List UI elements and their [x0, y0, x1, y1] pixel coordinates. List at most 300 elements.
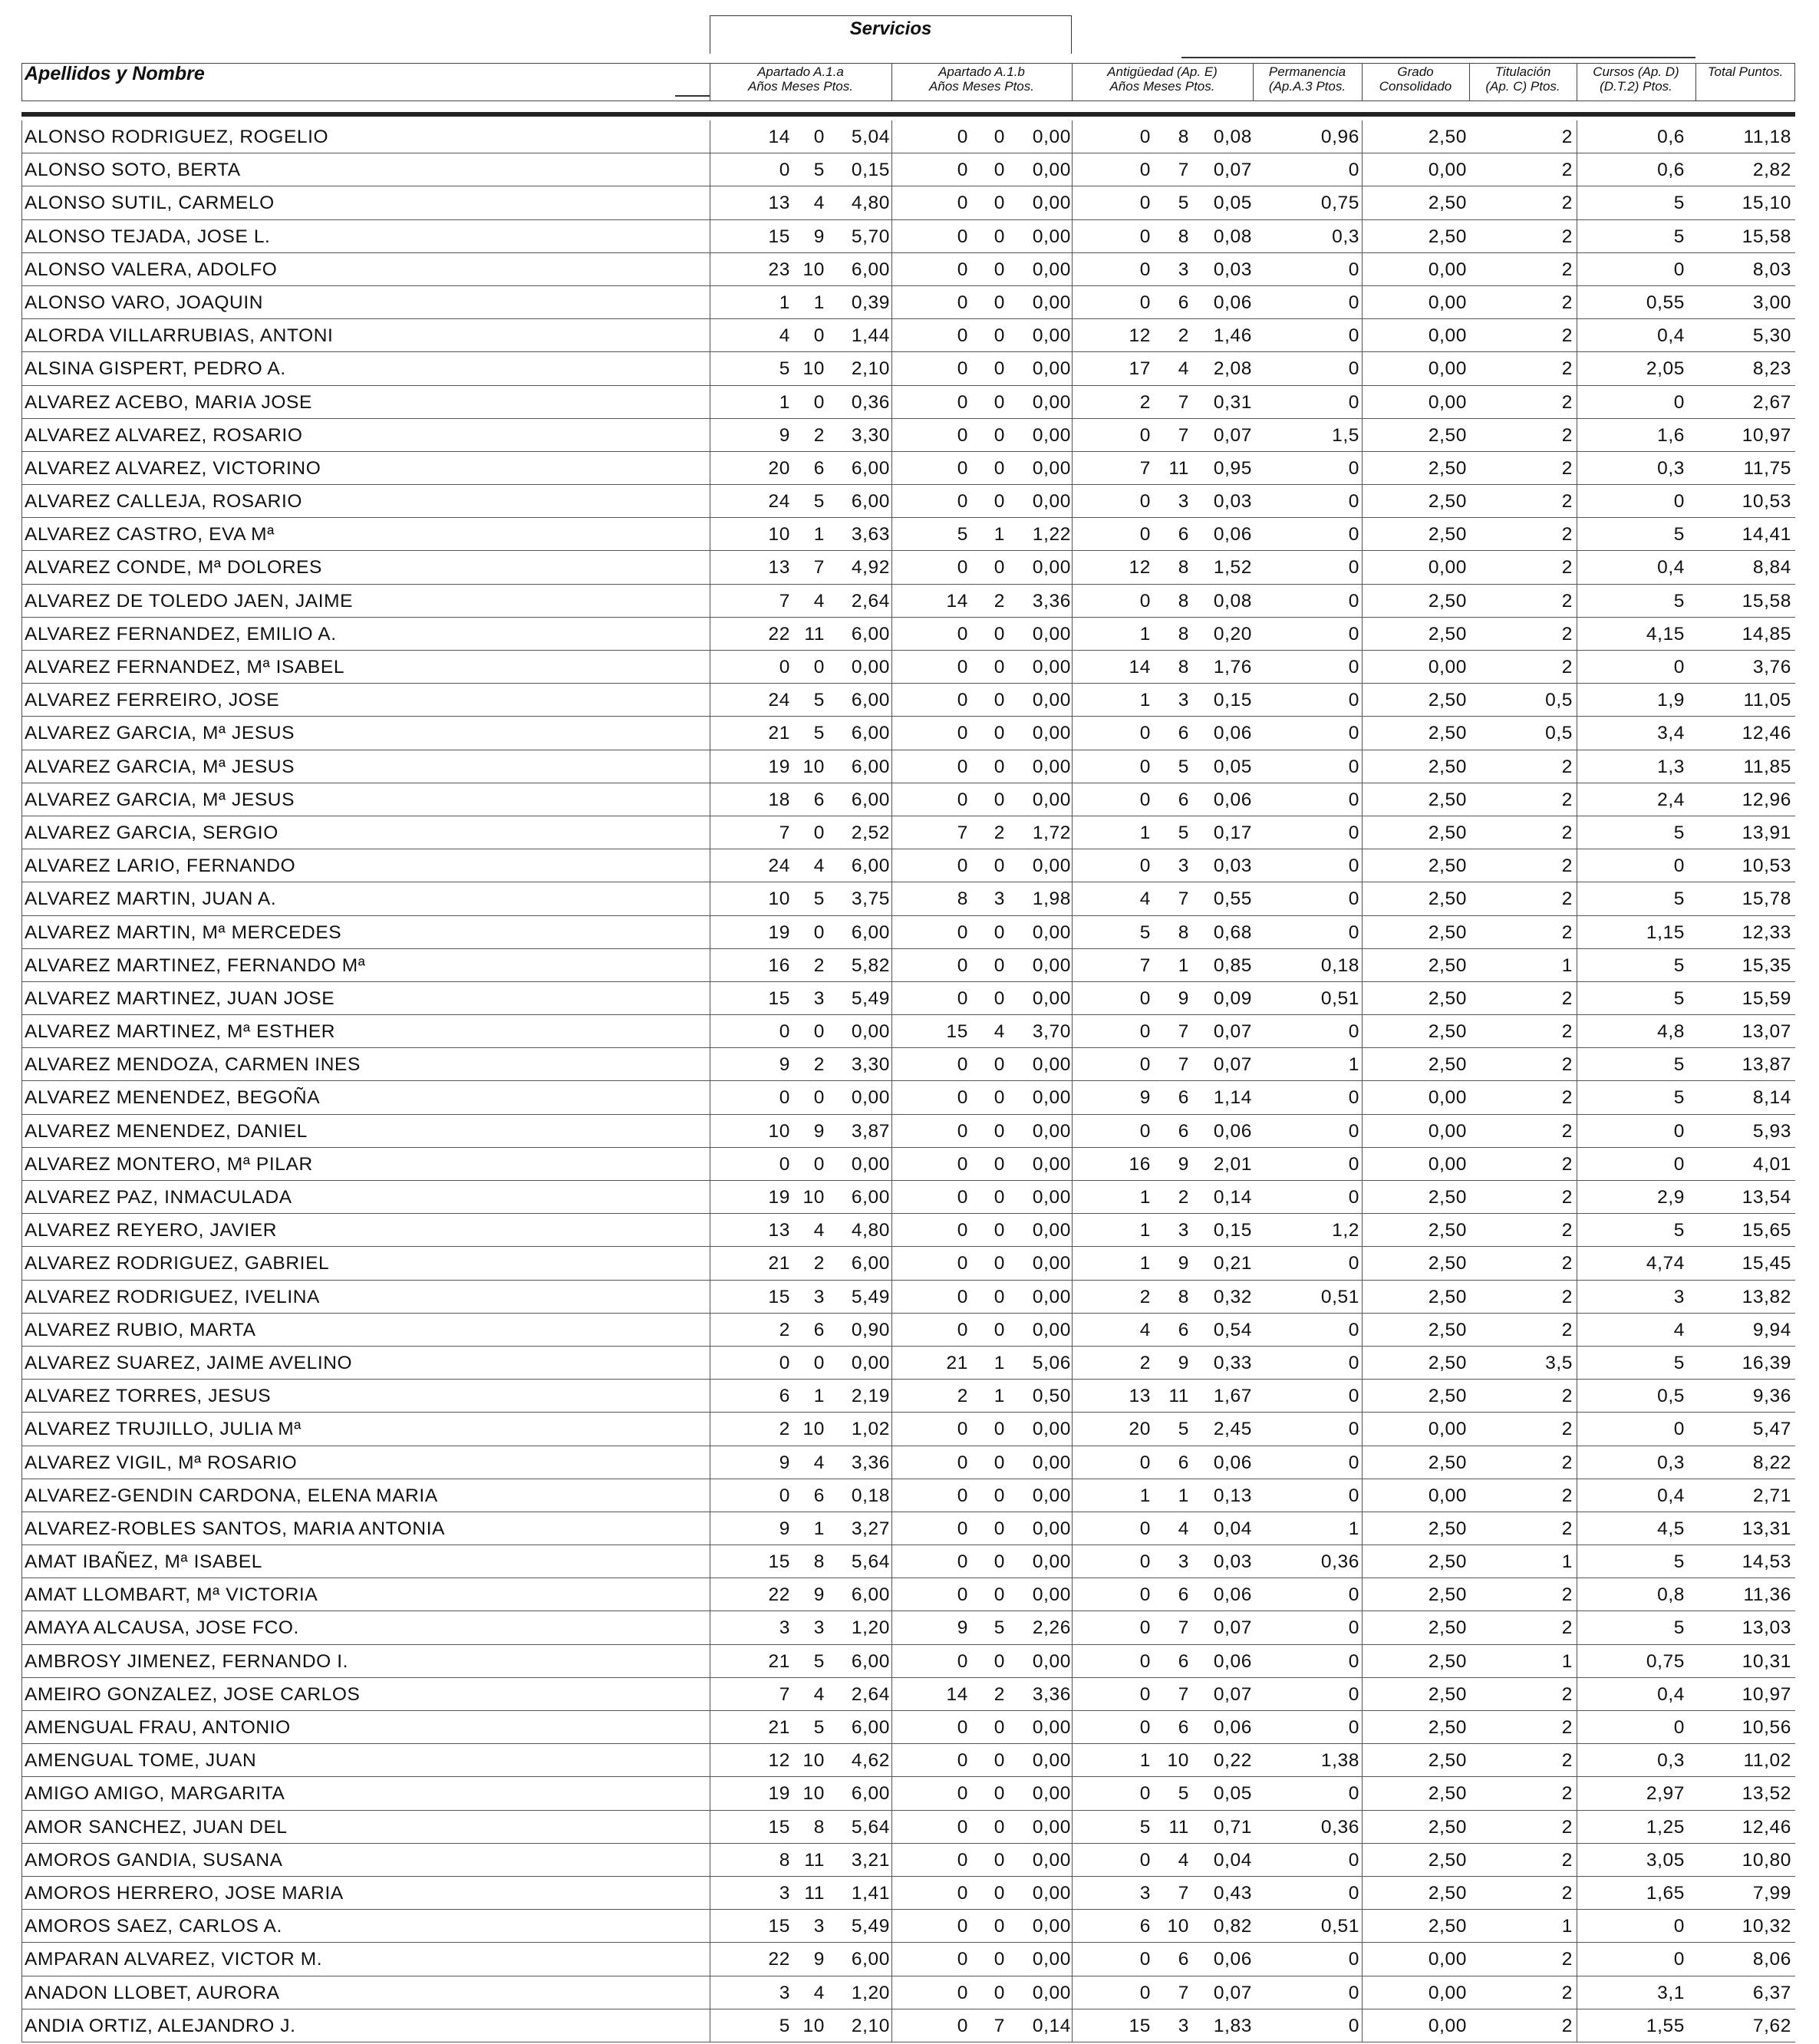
cell-total: 5,30 [1752, 325, 1791, 347]
cell-a1b-anios: 0 [957, 1187, 968, 1208]
cell-a1b-ptos: 0,00 [1032, 690, 1071, 711]
cell-titulacion: 2 [1561, 1319, 1573, 1340]
cell-a1b-anios: 0 [957, 756, 968, 777]
cell-a1a-meses: 4 [813, 1220, 825, 1241]
cell-a1b-meses: 0 [994, 856, 1005, 877]
cell-titulacion: 2 [1561, 657, 1573, 677]
cell-permanencia: 1,38 [1320, 1750, 1359, 1772]
cell-a1a-anios: 15 [768, 226, 790, 247]
table-row [21, 1844, 1795, 1877]
cell-a1b-anios: 7 [957, 822, 968, 843]
cell-antig-ptos: 0,54 [1213, 1319, 1252, 1340]
cell-cursos: 5 [1673, 954, 1685, 976]
cell-name: ALVAREZ MENENDEZ, BEGOÑA [25, 1087, 321, 1109]
cell-antig-ptos: 0,07 [1213, 1617, 1252, 1639]
cell-titulacion: 2 [1561, 1816, 1573, 1838]
cell-antig-anios: 0 [1139, 1120, 1151, 1142]
cell-a1a-anios: 13 [768, 193, 790, 214]
cell-name: ALVAREZ MONTERO, Mª PILAR [25, 1153, 313, 1175]
cell-a1a-ptos: 3,63 [851, 524, 890, 546]
cell-antig-ptos: 0,03 [1213, 259, 1252, 280]
cell-name: ALVAREZ MARTIN, Mª MERCEDES [25, 921, 342, 943]
cell-grado: 2,50 [1428, 491, 1467, 513]
cell-a1a-ptos: 5,49 [851, 987, 890, 1009]
header-top-rule [1181, 57, 1695, 58]
cell-a1b-anios: 0 [957, 1882, 968, 1904]
cell-antig-meses: 6 [1178, 1452, 1189, 1473]
cell-a1b-anios: 0 [957, 1750, 968, 1772]
cell-a1b-ptos: 0,00 [1032, 424, 1071, 446]
cell-grado: 2,50 [1428, 1518, 1467, 1539]
cell-permanencia: 0 [1348, 1386, 1359, 1407]
header-grado [1362, 64, 1469, 94]
cell-antig-ptos: 0,06 [1213, 1452, 1252, 1473]
cell-antig-meses: 11 [1168, 1386, 1189, 1407]
cell-a1b-ptos: 0,00 [1032, 491, 1071, 513]
cell-a1b-meses: 2 [994, 1683, 1005, 1705]
cell-name: AMENGUAL FRAU, ANTONIO [25, 1717, 291, 1738]
cell-grado: 2,50 [1428, 1882, 1467, 1904]
cell-total: 8,06 [1752, 1949, 1791, 1970]
cell-a1b-ptos: 0,00 [1032, 1153, 1071, 1175]
cell-grado: 2,50 [1428, 888, 1467, 910]
cell-cursos: 4,15 [1646, 623, 1685, 645]
cell-a1a-meses: 4 [813, 856, 825, 877]
cell-antig-ptos: 0,05 [1213, 1783, 1252, 1805]
cell-a1a-ptos: 2,64 [851, 590, 890, 612]
cell-cursos: 5 [1673, 226, 1685, 247]
cell-a1b-meses: 0 [994, 1485, 1005, 1506]
cell-grado: 2,50 [1428, 1021, 1467, 1043]
cell-antig-anios: 1 [1139, 623, 1151, 645]
cell-titulacion: 2 [1561, 226, 1573, 247]
cell-antig-ptos: 0,06 [1213, 1717, 1252, 1738]
cell-a1a-ptos: 3,27 [851, 1518, 890, 1539]
column-separator [1072, 120, 1073, 2042]
cell-a1b-ptos: 0,00 [1032, 756, 1071, 777]
cell-grado: 2,50 [1428, 1916, 1467, 1937]
cell-total: 13,07 [1742, 1021, 1791, 1043]
header-thick-rule [21, 112, 1795, 117]
cell-a1b-meses: 0 [994, 1750, 1005, 1772]
table-row [21, 1943, 1795, 1976]
cell-antig-anios: 5 [1139, 921, 1151, 943]
cell-titulacion: 2 [1561, 457, 1573, 479]
cell-a1a-ptos: 6,00 [851, 690, 890, 711]
cell-a1b-meses: 0 [994, 1286, 1005, 1307]
cell-titulacion: 2 [1561, 1518, 1573, 1539]
cell-name: ALVAREZ REYERO, JAVIER [25, 1220, 278, 1241]
table-row [21, 1214, 1795, 1247]
cell-titulacion: 2 [1561, 524, 1573, 546]
cell-name: ALVAREZ SUAREZ, JAIME AVELINO [25, 1352, 353, 1373]
cell-name: ALVAREZ CALLEJA, ROSARIO [25, 491, 303, 513]
cell-grado: 0,00 [1428, 1485, 1467, 1506]
cell-cursos: 5 [1673, 1551, 1685, 1573]
cell-name: ALVAREZ GARCIA, Mª JESUS [25, 789, 295, 810]
cell-a1a-anios: 8 [779, 1849, 790, 1871]
table-row [21, 816, 1795, 849]
cell-antig-anios: 0 [1139, 160, 1151, 181]
cell-antig-anios: 0 [1139, 590, 1151, 612]
cell-a1a-meses: 9 [813, 1120, 825, 1142]
cell-antig-meses: 8 [1178, 557, 1189, 579]
cell-a1a-meses: 5 [813, 160, 825, 181]
cell-name: ALONSO SUTIL, CARMELO [25, 193, 275, 214]
cell-antig-ptos: 1,76 [1213, 657, 1252, 677]
cell-a1b-anios: 0 [957, 358, 968, 380]
cell-antig-anios: 2 [1139, 1352, 1151, 1373]
cell-antig-meses: 5 [1178, 1419, 1189, 1440]
cell-a1b-anios: 0 [957, 226, 968, 247]
cell-titulacion: 2 [1561, 1054, 1573, 1076]
cell-grado: 2,50 [1428, 524, 1467, 546]
table-row [21, 1081, 1795, 1114]
cell-titulacion: 2 [1561, 127, 1573, 147]
cell-titulacion: 2 [1561, 1849, 1573, 1871]
cell-a1a-ptos: 6,00 [851, 1783, 890, 1805]
cell-a1a-ptos: 4,92 [851, 557, 890, 579]
cell-a1a-ptos: 0,00 [851, 1153, 890, 1175]
cell-a1a-anios: 5 [779, 2015, 790, 2036]
table-row [21, 783, 1795, 816]
cell-a1a-meses: 2 [813, 1054, 825, 1076]
table-row [21, 1148, 1795, 1181]
cell-antig-anios: 0 [1139, 1783, 1151, 1805]
cell-a1a-ptos: 0,39 [851, 292, 890, 313]
cell-permanencia: 0 [1348, 1153, 1359, 1175]
cell-a1a-ptos: 3,21 [851, 1849, 890, 1871]
cell-a1b-ptos: 0,00 [1032, 1452, 1071, 1473]
table-row [21, 1247, 1795, 1280]
cell-a1a-ptos: 5,64 [851, 1816, 890, 1838]
cell-cursos: 2,05 [1646, 358, 1685, 380]
cell-a1a-anios: 7 [779, 1683, 790, 1705]
cell-a1b-ptos: 0,00 [1032, 292, 1071, 313]
cell-a1a-anios: 9 [779, 1054, 790, 1076]
cell-total: 8,84 [1752, 557, 1791, 579]
cell-cursos: 0,6 [1657, 127, 1685, 147]
cell-antig-meses: 8 [1178, 127, 1189, 147]
cell-titulacion: 2 [1561, 1220, 1573, 1241]
cell-antig-ptos: 0,82 [1213, 1916, 1252, 1937]
cell-grado: 2,50 [1428, 1584, 1467, 1606]
cell-name: ALVAREZ TORRES, JESUS [25, 1386, 272, 1407]
cell-cursos: 0 [1673, 491, 1685, 513]
cell-antig-anios: 12 [1129, 325, 1151, 347]
cell-antig-ptos: 0,03 [1213, 1551, 1252, 1573]
cell-a1b-meses: 0 [994, 987, 1005, 1009]
table-row [21, 1645, 1795, 1678]
cell-total: 15,58 [1742, 226, 1791, 247]
cell-a1a-ptos: 6,00 [851, 1187, 890, 1208]
cell-a1a-ptos: 4,62 [851, 1750, 890, 1772]
cell-a1b-meses: 4 [994, 1021, 1005, 1043]
cell-a1a-meses: 0 [813, 391, 825, 413]
cell-permanencia: 0 [1348, 1650, 1359, 1672]
cell-a1b-meses: 0 [994, 160, 1005, 181]
cell-permanencia: 0 [1348, 888, 1359, 910]
cell-name: ALVAREZ FERNANDEZ, EMILIO A. [25, 623, 337, 645]
table-row [21, 485, 1795, 518]
cell-a1b-meses: 0 [994, 491, 1005, 513]
cell-a1b-meses: 0 [994, 1849, 1005, 1871]
table-row [21, 452, 1795, 485]
cell-antig-ptos: 0,05 [1213, 756, 1252, 777]
cell-total: 12,46 [1742, 1816, 1791, 1838]
cell-a1b-meses: 0 [994, 325, 1005, 347]
cell-a1b-anios: 0 [957, 1319, 968, 1340]
cell-permanencia: 1,5 [1332, 424, 1359, 446]
cell-antig-meses: 4 [1178, 358, 1189, 380]
cell-permanencia: 0 [1348, 1849, 1359, 1871]
cell-titulacion: 0,5 [1545, 690, 1573, 711]
cell-a1a-anios: 7 [779, 590, 790, 612]
cell-a1a-anios: 10 [768, 524, 790, 546]
cell-antig-ptos: 0,15 [1213, 690, 1252, 711]
cell-antig-anios: 1 [1139, 1187, 1151, 1208]
cell-name: ALONSO VALERA, ADOLFO [25, 259, 278, 280]
cell-antig-anios: 1 [1139, 1750, 1151, 1772]
cell-a1a-ptos: 5,04 [851, 127, 890, 147]
cell-cursos: 0 [1673, 1717, 1685, 1738]
cell-antig-meses: 7 [1178, 888, 1189, 910]
cell-grado: 2,50 [1428, 193, 1467, 214]
cell-a1a-anios: 0 [779, 1352, 790, 1373]
header-line: Titulación [1494, 64, 1551, 79]
cell-a1b-meses: 0 [994, 292, 1005, 313]
cell-antig-meses: 6 [1178, 1949, 1189, 1970]
cell-antig-anios: 0 [1139, 856, 1151, 877]
cell-titulacion: 2 [1561, 193, 1573, 214]
cell-a1a-ptos: 6,00 [851, 856, 890, 877]
cell-antig-meses: 3 [1178, 259, 1189, 280]
cell-titulacion: 2 [1561, 921, 1573, 943]
cell-grado: 2,50 [1428, 1286, 1467, 1307]
results-table [21, 120, 1795, 2042]
cell-titulacion: 2 [1561, 1386, 1573, 1407]
cell-cursos: 1,9 [1657, 690, 1685, 711]
cell-titulacion: 2 [1561, 424, 1573, 446]
cell-a1b-meses: 0 [994, 1584, 1005, 1606]
cell-a1b-ptos: 0,00 [1032, 1982, 1071, 2003]
cell-a1b-meses: 0 [994, 193, 1005, 214]
cell-total: 12,33 [1742, 921, 1791, 943]
cell-titulacion: 2 [1561, 1153, 1573, 1175]
cell-name: ALVAREZ GARCIA, Mª JESUS [25, 756, 295, 777]
cell-a1a-meses: 2 [813, 424, 825, 446]
table-row [21, 551, 1795, 584]
table-row [21, 1545, 1795, 1578]
cell-antig-ptos: 1,46 [1213, 325, 1252, 347]
cell-a1a-meses: 10 [802, 358, 825, 380]
cell-antig-anios: 0 [1139, 756, 1151, 777]
cell-a1a-ptos: 2,64 [851, 1683, 890, 1705]
cell-total: 11,05 [1743, 690, 1791, 711]
cell-a1a-anios: 21 [768, 723, 790, 744]
cell-titulacion: 2 [1561, 1783, 1573, 1805]
cell-a1b-meses: 0 [994, 1187, 1005, 1208]
cell-a1a-ptos: 4,80 [851, 1220, 890, 1241]
cell-titulacion: 2 [1561, 160, 1573, 181]
cell-permanencia: 0,36 [1320, 1816, 1359, 1838]
cell-a1b-anios: 9 [957, 1617, 968, 1639]
cell-a1a-ptos: 1,20 [851, 1617, 890, 1639]
cell-a1b-ptos: 0,00 [1032, 1916, 1071, 1937]
cell-permanencia: 0 [1348, 1783, 1359, 1805]
cell-antig-ptos: 0,85 [1213, 954, 1252, 976]
cell-cursos: 5 [1673, 524, 1685, 546]
cell-name: ALVAREZ PAZ, INMACULADA [25, 1187, 292, 1208]
cell-antig-anios: 17 [1129, 358, 1151, 380]
cell-antig-ptos: 0,03 [1213, 491, 1252, 513]
cell-titulacion: 2 [1561, 491, 1573, 513]
cell-a1a-ptos: 2,19 [851, 1386, 890, 1407]
cell-total: 15,58 [1742, 590, 1791, 612]
cell-a1a-anios: 21 [768, 1717, 790, 1738]
cell-a1a-meses: 5 [813, 1717, 825, 1738]
cell-a1a-meses: 4 [813, 193, 825, 214]
cell-antig-anios: 15 [1129, 2015, 1151, 2036]
cell-permanencia: 0 [1348, 524, 1359, 546]
cell-cursos: 0,4 [1657, 1683, 1685, 1705]
cell-a1b-ptos: 0,00 [1032, 1717, 1071, 1738]
cell-a1b-ptos: 0,14 [1032, 2015, 1071, 2036]
cell-a1a-ptos: 6,00 [851, 1717, 890, 1738]
cell-titulacion: 1 [1561, 1551, 1573, 1573]
cell-titulacion: 3,5 [1545, 1352, 1573, 1373]
cell-grado: 2,50 [1428, 226, 1467, 247]
cell-antig-meses: 2 [1178, 325, 1189, 347]
cell-antig-meses: 6 [1178, 723, 1189, 744]
cell-antig-anios: 0 [1139, 292, 1151, 313]
cell-permanencia: 1,2 [1332, 1220, 1359, 1241]
cell-a1a-anios: 7 [779, 822, 790, 843]
cell-antig-ptos: 2,45 [1213, 1419, 1252, 1440]
cell-permanencia: 0 [1348, 657, 1359, 677]
cell-a1b-ptos: 0,00 [1032, 160, 1071, 181]
cell-a1b-meses: 3 [994, 888, 1005, 910]
cell-a1b-anios: 0 [957, 856, 968, 877]
cell-a1a-anios: 1 [779, 391, 790, 413]
cell-permanencia: 0,51 [1320, 1916, 1359, 1937]
cell-a1a-anios: 1 [779, 292, 790, 313]
cell-a1a-meses: 10 [802, 756, 825, 777]
cell-total: 13,87 [1742, 1054, 1791, 1076]
cell-titulacion: 2 [1561, 557, 1573, 579]
cell-a1b-anios: 0 [957, 259, 968, 280]
cell-grado: 0,00 [1428, 1419, 1467, 1440]
cell-a1a-ptos: 6,00 [851, 259, 890, 280]
cell-name: ALONSO SOTO, BERTA [25, 160, 241, 181]
cell-a1b-anios: 0 [957, 921, 968, 943]
cell-a1a-ptos: 5,49 [851, 1916, 890, 1937]
cell-a1a-anios: 9 [779, 424, 790, 446]
cell-cursos: 2,9 [1657, 1187, 1685, 1208]
cell-permanencia: 0 [1348, 1717, 1359, 1738]
cell-antig-ptos: 2,01 [1213, 1153, 1252, 1175]
cell-a1a-ptos: 6,00 [851, 1584, 890, 1606]
cell-a1b-anios: 0 [957, 789, 968, 810]
cell-titulacion: 2 [1561, 856, 1573, 877]
cell-a1b-meses: 0 [994, 1650, 1005, 1672]
cell-a1b-meses: 0 [994, 1783, 1005, 1805]
table-row [21, 1611, 1795, 1644]
cell-a1b-ptos: 0,00 [1032, 1882, 1071, 1904]
cell-titulacion: 2 [1561, 1750, 1573, 1772]
cell-a1b-ptos: 0,00 [1032, 1054, 1071, 1076]
cell-a1a-anios: 15 [768, 1816, 790, 1838]
cell-a1a-meses: 4 [813, 1452, 825, 1473]
cell-a1a-ptos: 1,02 [851, 1419, 890, 1440]
cell-a1b-meses: 0 [994, 259, 1005, 280]
cell-antig-meses: 3 [1178, 2015, 1189, 2036]
cell-antig-anios: 0 [1139, 1849, 1151, 1871]
cell-a1b-meses: 0 [994, 1882, 1005, 1904]
cell-antig-anios: 2 [1139, 391, 1151, 413]
cell-cursos: 0,55 [1646, 292, 1685, 313]
cell-a1a-ptos: 4,80 [851, 193, 890, 214]
cell-total: 13,91 [1742, 822, 1791, 843]
cell-antig-anios: 9 [1139, 1087, 1151, 1109]
cell-name: AMAT IBAÑEZ, Mª ISABEL [25, 1551, 262, 1573]
cell-a1a-anios: 22 [768, 623, 790, 645]
cell-antig-meses: 11 [1168, 1816, 1189, 1838]
cell-antig-meses: 6 [1178, 292, 1189, 313]
cell-cursos: 0,4 [1657, 1485, 1685, 1506]
cell-antig-anios: 12 [1129, 557, 1151, 579]
cell-name: AMIGO AMIGO, MARGARITA [25, 1783, 285, 1805]
cell-a1b-anios: 0 [957, 1419, 968, 1440]
column-separator [891, 120, 892, 2042]
cell-name: ALVAREZ ALVAREZ, ROSARIO [25, 424, 303, 446]
cell-antig-anios: 14 [1129, 657, 1151, 677]
table-row [21, 419, 1795, 452]
cell-antig-anios: 0 [1139, 424, 1151, 446]
header-line: Grado [1397, 64, 1434, 79]
cell-a1b-anios: 0 [957, 690, 968, 711]
cell-name: AMOROS HERRERO, JOSE MARIA [25, 1882, 344, 1904]
cell-name: AMOROS GANDIA, SUSANA [25, 1849, 283, 1871]
cell-cursos: 1,65 [1646, 1882, 1685, 1904]
cell-total: 12,46 [1742, 723, 1791, 744]
cell-total: 14,53 [1742, 1551, 1791, 1573]
cell-name: ALSINA GISPERT, PEDRO A. [25, 358, 286, 380]
cell-antig-meses: 7 [1178, 1054, 1189, 1076]
cell-titulacion: 2 [1561, 1286, 1573, 1307]
cell-a1b-meses: 0 [994, 789, 1005, 810]
cell-antig-ptos: 2,08 [1213, 358, 1252, 380]
cell-a1b-ptos: 0,00 [1032, 1518, 1071, 1539]
cell-a1a-meses: 6 [813, 1485, 825, 1506]
cell-cursos: 5 [1673, 1087, 1685, 1109]
cell-a1b-ptos: 0,00 [1032, 259, 1071, 280]
header-line: (D.T.2) Ptos. [1600, 79, 1672, 94]
cell-a1b-anios: 0 [957, 325, 968, 347]
cell-a1b-ptos: 3,70 [1032, 1021, 1071, 1043]
cell-antig-anios: 1 [1139, 1485, 1151, 1506]
cell-a1b-meses: 0 [994, 657, 1005, 677]
cell-permanencia: 0 [1348, 1882, 1359, 1904]
cell-cursos: 1,15 [1646, 921, 1685, 943]
cell-antig-ptos: 0,07 [1213, 424, 1252, 446]
cell-grado: 2,50 [1428, 723, 1467, 744]
cell-permanencia: 0 [1348, 856, 1359, 877]
cell-a1b-anios: 0 [957, 457, 968, 479]
cell-total: 3,00 [1752, 292, 1791, 313]
cell-a1a-anios: 2 [779, 1319, 790, 1340]
cell-cursos: 5 [1673, 1220, 1685, 1241]
